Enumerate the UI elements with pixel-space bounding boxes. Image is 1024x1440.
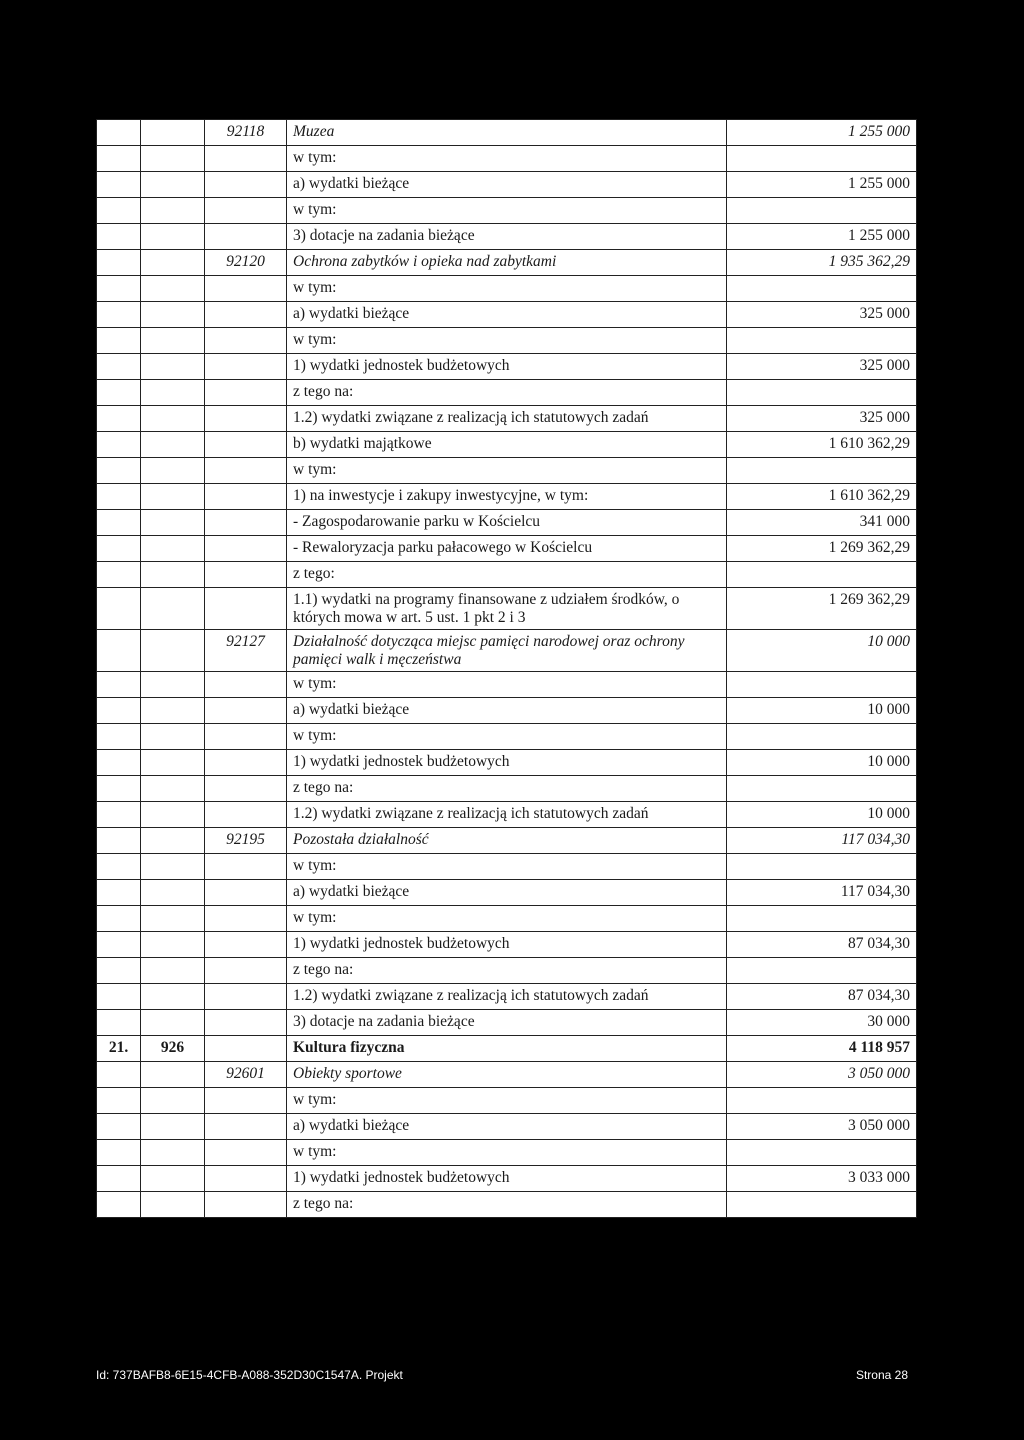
description-cell: w tym: [287,1088,727,1114]
row-number-cell: 21. [97,1036,141,1062]
amount-cell: 87 034,30 [727,932,917,958]
amount-cell: 1 255 000 [727,224,917,250]
table-row [97,562,917,588]
row-number-cell [97,432,141,458]
rozdzial-code-cell [205,276,287,302]
dzial-code-cell [141,932,205,958]
amount-cell: 1 255 000 [727,172,917,198]
amount-cell: 10 000 [727,802,917,828]
table-row [97,672,917,698]
table-row [97,146,917,172]
description-cell: 1) wydatki jednostek budżetowych [287,932,727,958]
description-cell: a) wydatki bieżące [287,1114,727,1140]
description-cell: w tym: [287,724,727,750]
row-number-cell [97,302,141,328]
row-number-cell [97,588,141,630]
row-number-cell [97,172,141,198]
row-number-cell [97,880,141,906]
description-cell: w tym: [287,854,727,880]
amount-cell: 30 000 [727,1010,917,1036]
table-row [97,588,917,630]
amount-cell: 10 000 [727,630,917,672]
amount-cell [727,328,917,354]
amount-cell: 1 255 000 [727,120,917,146]
rozdzial-code-cell [205,958,287,984]
row-number-cell [97,1114,141,1140]
dzial-code-cell [141,630,205,672]
rozdzial-code-cell [205,984,287,1010]
table-row [97,854,917,880]
rozdzial-code-cell [205,854,287,880]
amount-cell [727,958,917,984]
description-cell: z tego na: [287,958,727,984]
budget-table-body [97,120,917,1218]
description-cell: 1.2) wydatki związane z realizacją ich statutowych zadań [287,802,727,828]
amount-cell [727,724,917,750]
row-number-cell [97,854,141,880]
amount-cell: 325 000 [727,406,917,432]
description-cell: - Rewaloryzacja parku pałacowego w Kościelcu [287,536,727,562]
amount-cell: 3 050 000 [727,1062,917,1088]
row-number-cell [97,698,141,724]
table-row [97,406,917,432]
rozdzial-code-cell [205,588,287,630]
description-cell: 1) na inwestycje i zakupy inwestycyjne, w tym: [287,484,727,510]
dzial-code-cell [141,302,205,328]
amount-cell: 117 034,30 [727,880,917,906]
dzial-code-cell [141,828,205,854]
row-number-cell [97,536,141,562]
row-number-cell [97,932,141,958]
amount-cell: 3 033 000 [727,1166,917,1192]
dzial-code-cell [141,906,205,932]
rozdzial-code-cell [205,380,287,406]
dzial-code-cell [141,224,205,250]
description-cell: b) wydatki majątkowe [287,432,727,458]
amount-cell: 341 000 [727,510,917,536]
description-cell: Obiekty sportowe [287,1062,727,1088]
description-cell: w tym: [287,198,727,224]
rozdzial-code-cell [205,906,287,932]
amount-cell: 1 269 362,29 [727,536,917,562]
table-row [97,958,917,984]
rozdzial-code-cell [205,328,287,354]
table-row [97,984,917,1010]
rozdzial-code-cell [205,672,287,698]
dzial-code-cell [141,1088,205,1114]
description-cell: w tym: [287,1140,727,1166]
page-number: Strona 28 [855,1368,908,1382]
rozdzial-code-cell: 92120 [205,250,287,276]
rozdzial-code-cell [205,562,287,588]
rozdzial-code-cell [205,146,287,172]
table-row [97,724,917,750]
dzial-code-cell [141,328,205,354]
table-row [97,224,917,250]
amount-cell [727,276,917,302]
rozdzial-code-cell [205,1010,287,1036]
description-cell: 1) wydatki jednostek budżetowych [287,750,727,776]
table-row [97,828,917,854]
table-row [97,484,917,510]
budget-table [96,119,917,1218]
dzial-code-cell [141,1010,205,1036]
description-cell: z tego na: [287,776,727,802]
dzial-code-cell [141,380,205,406]
table-row [97,750,917,776]
row-number-cell [97,828,141,854]
dzial-code-cell [141,802,205,828]
description-cell: a) wydatki bieżące [287,302,727,328]
dzial-code-cell [141,250,205,276]
rozdzial-code-cell [205,698,287,724]
amount-cell [727,380,917,406]
rozdzial-code-cell [205,536,287,562]
amount-cell [727,562,917,588]
dzial-code-cell [141,776,205,802]
row-number-cell [97,406,141,432]
dzial-code-cell [141,406,205,432]
row-number-cell [97,724,141,750]
rozdzial-code-cell [205,1192,287,1218]
row-number-cell [97,1140,141,1166]
row-number-cell [97,802,141,828]
row-number-cell [97,672,141,698]
table-row [97,698,917,724]
dzial-code-cell [141,198,205,224]
amount-cell [727,1192,917,1218]
rozdzial-code-cell [205,198,287,224]
rozdzial-code-cell [205,484,287,510]
rozdzial-code-cell [205,932,287,958]
description-cell: Kultura fizyczna [287,1036,727,1062]
row-number-cell [97,562,141,588]
description-cell: a) wydatki bieżące [287,172,727,198]
dzial-code-cell [141,1062,205,1088]
description-cell: Muzea [287,120,727,146]
description-cell: 1.1) wydatki na programy finansowane z udziałem środków, o których mowa w art. 5 ust. 1 pkt 2 i 3 [287,588,727,630]
description-cell: 3) dotacje na zadania bieżące [287,224,727,250]
amount-cell [727,458,917,484]
row-number-cell [97,458,141,484]
rozdzial-code-cell [205,776,287,802]
description-cell: 1.2) wydatki związane z realizacją ich statutowych zadań [287,984,727,1010]
row-number-cell [97,1192,141,1218]
table-row [97,198,917,224]
table-row [97,328,917,354]
description-cell: 1) wydatki jednostek budżetowych [287,1166,727,1192]
rozdzial-code-cell: 92195 [205,828,287,854]
description-cell: w tym: [287,906,727,932]
description-cell: w tym: [287,146,727,172]
dzial-code-cell [141,120,205,146]
dzial-code-cell [141,354,205,380]
table-row [97,510,917,536]
table-row [97,432,917,458]
table-row [97,1036,917,1062]
amount-cell: 87 034,30 [727,984,917,1010]
rozdzial-code-cell [205,1114,287,1140]
row-number-cell [97,776,141,802]
row-number-cell [97,328,141,354]
amount-cell: 1 935 362,29 [727,250,917,276]
table-row [97,120,917,146]
description-cell: 3) dotacje na zadania bieżące [287,1010,727,1036]
rozdzial-code-cell: 92127 [205,630,287,672]
row-number-cell [97,484,141,510]
rozdzial-code-cell: 92601 [205,1062,287,1088]
dzial-code-cell [141,724,205,750]
table-row [97,932,917,958]
dzial-code-cell [141,484,205,510]
dzial-code-cell [141,172,205,198]
table-row [97,1140,917,1166]
row-number-cell [97,510,141,536]
table-row [97,1088,917,1114]
description-cell: - Zagospodarowanie parku w Kościelcu [287,510,727,536]
rozdzial-code-cell [205,750,287,776]
row-number-cell [97,120,141,146]
table-row [97,354,917,380]
description-cell: z tego na: [287,1192,727,1218]
amount-cell: 325 000 [727,302,917,328]
dzial-code-cell [141,672,205,698]
description-cell: Pozostała działalność [287,828,727,854]
dzial-code-cell [141,880,205,906]
description-cell: a) wydatki bieżące [287,880,727,906]
row-number-cell [97,958,141,984]
dzial-code-cell [141,562,205,588]
amount-cell: 1 610 362,29 [727,432,917,458]
row-number-cell [97,750,141,776]
dzial-code-cell [141,432,205,458]
table-row [97,302,917,328]
dzial-code-cell [141,588,205,630]
table-row [97,1192,917,1218]
rozdzial-code-cell [205,406,287,432]
rozdzial-code-cell [205,1036,287,1062]
table-row [97,802,917,828]
dzial-code-cell [141,750,205,776]
table-row [97,1166,917,1192]
rozdzial-code-cell [205,224,287,250]
rozdzial-code-cell: 92118 [205,120,287,146]
description-cell: z tego: [287,562,727,588]
amount-cell [727,906,917,932]
table-row [97,1010,917,1036]
table-row [97,776,917,802]
description-cell: w tym: [287,276,727,302]
amount-cell: 3 050 000 [727,1114,917,1140]
dzial-code-cell [141,958,205,984]
dzial-code-cell [141,1114,205,1140]
rozdzial-code-cell [205,354,287,380]
dzial-code-cell [141,458,205,484]
rozdzial-code-cell [205,1088,287,1114]
row-number-cell [97,354,141,380]
dzial-code-cell [141,698,205,724]
amount-cell [727,672,917,698]
rozdzial-code-cell [205,510,287,536]
table-row [97,276,917,302]
dzial-code-cell: 926 [141,1036,205,1062]
rozdzial-code-cell [205,432,287,458]
dzial-code-cell [141,510,205,536]
rozdzial-code-cell [205,458,287,484]
dzial-code-cell [141,276,205,302]
row-number-cell [97,984,141,1010]
description-cell: Działalność dotycząca miejsc pamięci narodowej oraz ochrony pamięci walk i męczeństwa [287,630,727,672]
row-number-cell [97,1062,141,1088]
rozdzial-code-cell [205,172,287,198]
dzial-code-cell [141,854,205,880]
table-row [97,1114,917,1140]
rozdzial-code-cell [205,302,287,328]
description-cell: Ochrona zabytków i opieka nad zabytkami [287,250,727,276]
description-cell: w tym: [287,458,727,484]
amount-cell: 4 118 957 [727,1036,917,1062]
document-id: Id: 737BAFB8-6E15-4CFB-A088-352D30C1547A. Projekt [96,1368,403,1382]
amount-cell [727,146,917,172]
dzial-code-cell [141,1166,205,1192]
row-number-cell [97,380,141,406]
amount-cell [727,198,917,224]
amount-cell: 325 000 [727,354,917,380]
amount-cell: 1 269 362,29 [727,588,917,630]
row-number-cell [97,198,141,224]
table-row [97,536,917,562]
row-number-cell [97,250,141,276]
dzial-code-cell [141,1192,205,1218]
table-row [97,630,917,672]
rozdzial-code-cell [205,880,287,906]
dzial-code-cell [141,1140,205,1166]
description-cell: a) wydatki bieżące [287,698,727,724]
table-row [97,458,917,484]
table-row [97,1062,917,1088]
amount-cell [727,1140,917,1166]
row-number-cell [97,146,141,172]
table-row [97,380,917,406]
amount-cell [727,776,917,802]
dzial-code-cell [141,536,205,562]
amount-cell [727,1088,917,1114]
amount-cell: 1 610 362,29 [727,484,917,510]
row-number-cell [97,906,141,932]
dzial-code-cell [141,984,205,1010]
rozdzial-code-cell [205,724,287,750]
table-row [97,250,917,276]
rozdzial-code-cell [205,1140,287,1166]
row-number-cell [97,1166,141,1192]
rozdzial-code-cell [205,1166,287,1192]
row-number-cell [97,224,141,250]
row-number-cell [97,1088,141,1114]
rozdzial-code-cell [205,802,287,828]
description-cell: 1) wydatki jednostek budżetowych [287,354,727,380]
amount-cell: 10 000 [727,750,917,776]
description-cell: w tym: [287,328,727,354]
amount-cell [727,854,917,880]
row-number-cell [97,1010,141,1036]
table-row [97,880,917,906]
row-number-cell [97,276,141,302]
description-cell: 1.2) wydatki związane z realizacją ich statutowych zadań [287,406,727,432]
table-row [97,172,917,198]
amount-cell: 117 034,30 [727,828,917,854]
description-cell: w tym: [287,672,727,698]
dzial-code-cell [141,146,205,172]
description-cell: z tego na: [287,380,727,406]
amount-cell: 10 000 [727,698,917,724]
table-row [97,906,917,932]
row-number-cell [97,630,141,672]
